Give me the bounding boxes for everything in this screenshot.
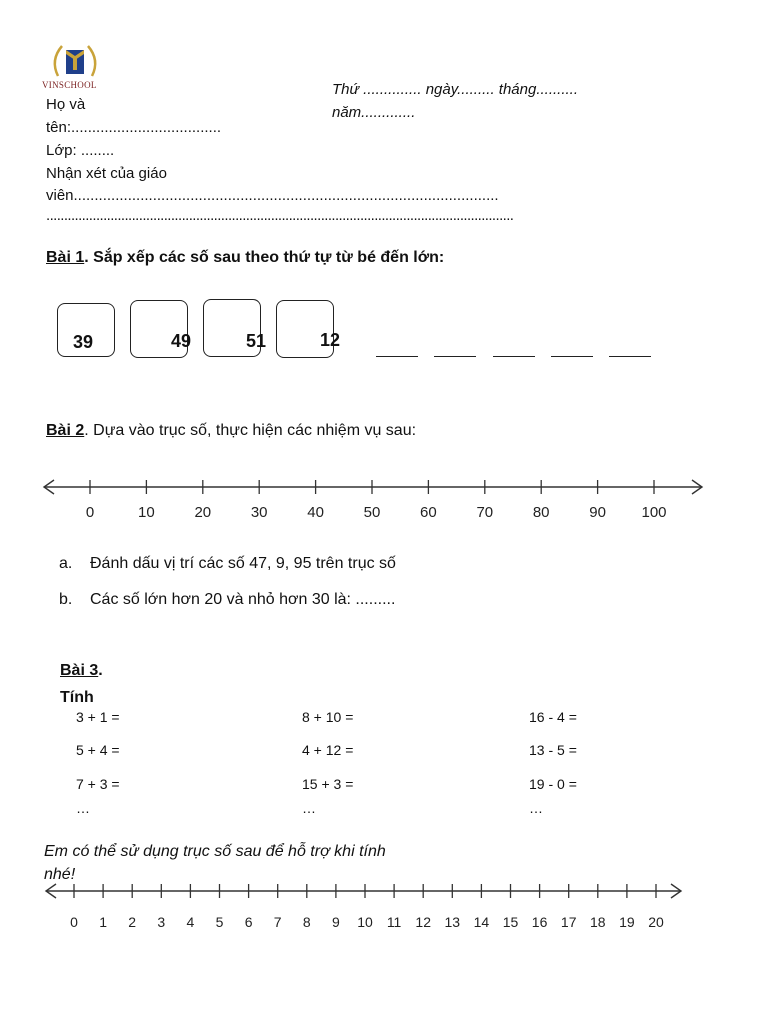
bai3-label: Bài 3 (60, 662, 99, 679)
tick-label: 4 (186, 914, 195, 930)
tick-label: 14 (473, 914, 490, 930)
task-a-text: Đánh dấu vị trí các số 47, 9, 95 trên trục số (90, 555, 396, 572)
calc-1-1: 3 + 1 = (76, 709, 120, 725)
tick-label: 0 (85, 504, 95, 521)
tick-label: 20 (648, 914, 664, 930)
bai2-label: Bài 2 (46, 422, 85, 439)
comment-label-2: viên...................................................................................................... (46, 187, 499, 204)
bai3-period: . (98, 662, 103, 679)
tick-label: 10 (357, 914, 373, 930)
hint-line-1: Em có thể sử dụng trục số sau để hỗ trợ khi tính (44, 843, 386, 860)
calc-3-1: 16 - 4 = (529, 709, 577, 725)
calc-2-3: 15 + 3 = (302, 776, 354, 792)
tick-label: 80 (532, 504, 550, 521)
number-39: 39 (73, 332, 94, 352)
bai1-instruction: . Sắp xếp các số sau theo thứ tự từ bé đến lớn: (84, 249, 445, 266)
calc-1-2: 5 + 4 = (76, 742, 120, 758)
hint-line-2: nhé! (44, 866, 76, 883)
tick-label: 7 (273, 914, 282, 930)
calc-2-dots: … (302, 800, 317, 816)
calc-3-2: 13 - 5 = (529, 742, 577, 758)
date-line-2: năm............. (332, 104, 416, 121)
comment-line-3: ................................................................................................................................... (46, 207, 514, 224)
bai2-instruction: . Dựa vào trục số, thực hiện các nhiệm vụ sau: (84, 422, 417, 439)
bai3-subtitle: Tính (60, 689, 94, 706)
number-51: 51 (246, 331, 267, 351)
calc-3-3: 19 - 0 = (529, 776, 577, 792)
tick-label: 15 (502, 914, 519, 930)
name-label-1: Họ và (46, 96, 86, 113)
number-12: 12 (320, 330, 341, 350)
tick-label: 70 (476, 504, 494, 521)
number-49: 49 (171, 331, 192, 351)
bai3-heading (60, 662, 103, 680)
tick-label: 8 (302, 914, 311, 930)
tick-label: 10 (138, 504, 155, 521)
tick-label: 16 (531, 914, 548, 930)
calc-3-dots: … (529, 800, 544, 816)
date-line-1: Thứ .............. ngày......... tháng.......... (332, 81, 578, 98)
tick-label: 12 (415, 914, 431, 930)
name-label-2: tên:.................................... (46, 119, 222, 136)
tick-label: 17 (560, 914, 577, 930)
bai1-label: Bài 1 (46, 249, 85, 266)
number-line-0-20 (46, 884, 681, 930)
tick-label: 19 (619, 914, 635, 930)
calc-1-3: 7 + 3 = (76, 776, 120, 792)
tick-label: 50 (363, 504, 381, 521)
tick-label: 5 (215, 914, 224, 930)
tick-label: 100 (641, 504, 667, 521)
tick-label: 1 (99, 914, 107, 930)
tick-label: 6 (244, 914, 253, 930)
tick-label: 18 (590, 914, 606, 930)
comment-label-1: Nhận xét của giáo (46, 165, 167, 182)
tick-label: 3 (157, 914, 166, 930)
tick-label: 40 (307, 504, 324, 521)
tick-label: 13 (444, 914, 461, 930)
calc-2-2: 4 + 12 = (302, 742, 354, 758)
calc-1-dots: … (76, 800, 91, 816)
tick-label: 60 (420, 504, 437, 521)
tick-label: 90 (589, 504, 606, 521)
task-b-marker: b. (59, 591, 73, 608)
class-label: Lớp: ........ (46, 142, 115, 159)
tick-label: 2 (128, 914, 137, 930)
tick-label: 11 (386, 914, 402, 930)
logo-text: VINSCHOOL (42, 80, 97, 90)
tick-label: 30 (250, 504, 268, 521)
task-b-text: Các số lớn hơn 20 và nhỏ hơn 30 là: ......... (90, 591, 396, 608)
tick-label: 9 (332, 914, 340, 930)
number-line-0-100 (44, 480, 702, 521)
tick-label: 20 (194, 504, 212, 521)
task-a-marker: a. (59, 555, 73, 572)
tick-label: 0 (70, 914, 78, 930)
calc-2-1: 8 + 10 = (302, 709, 354, 725)
